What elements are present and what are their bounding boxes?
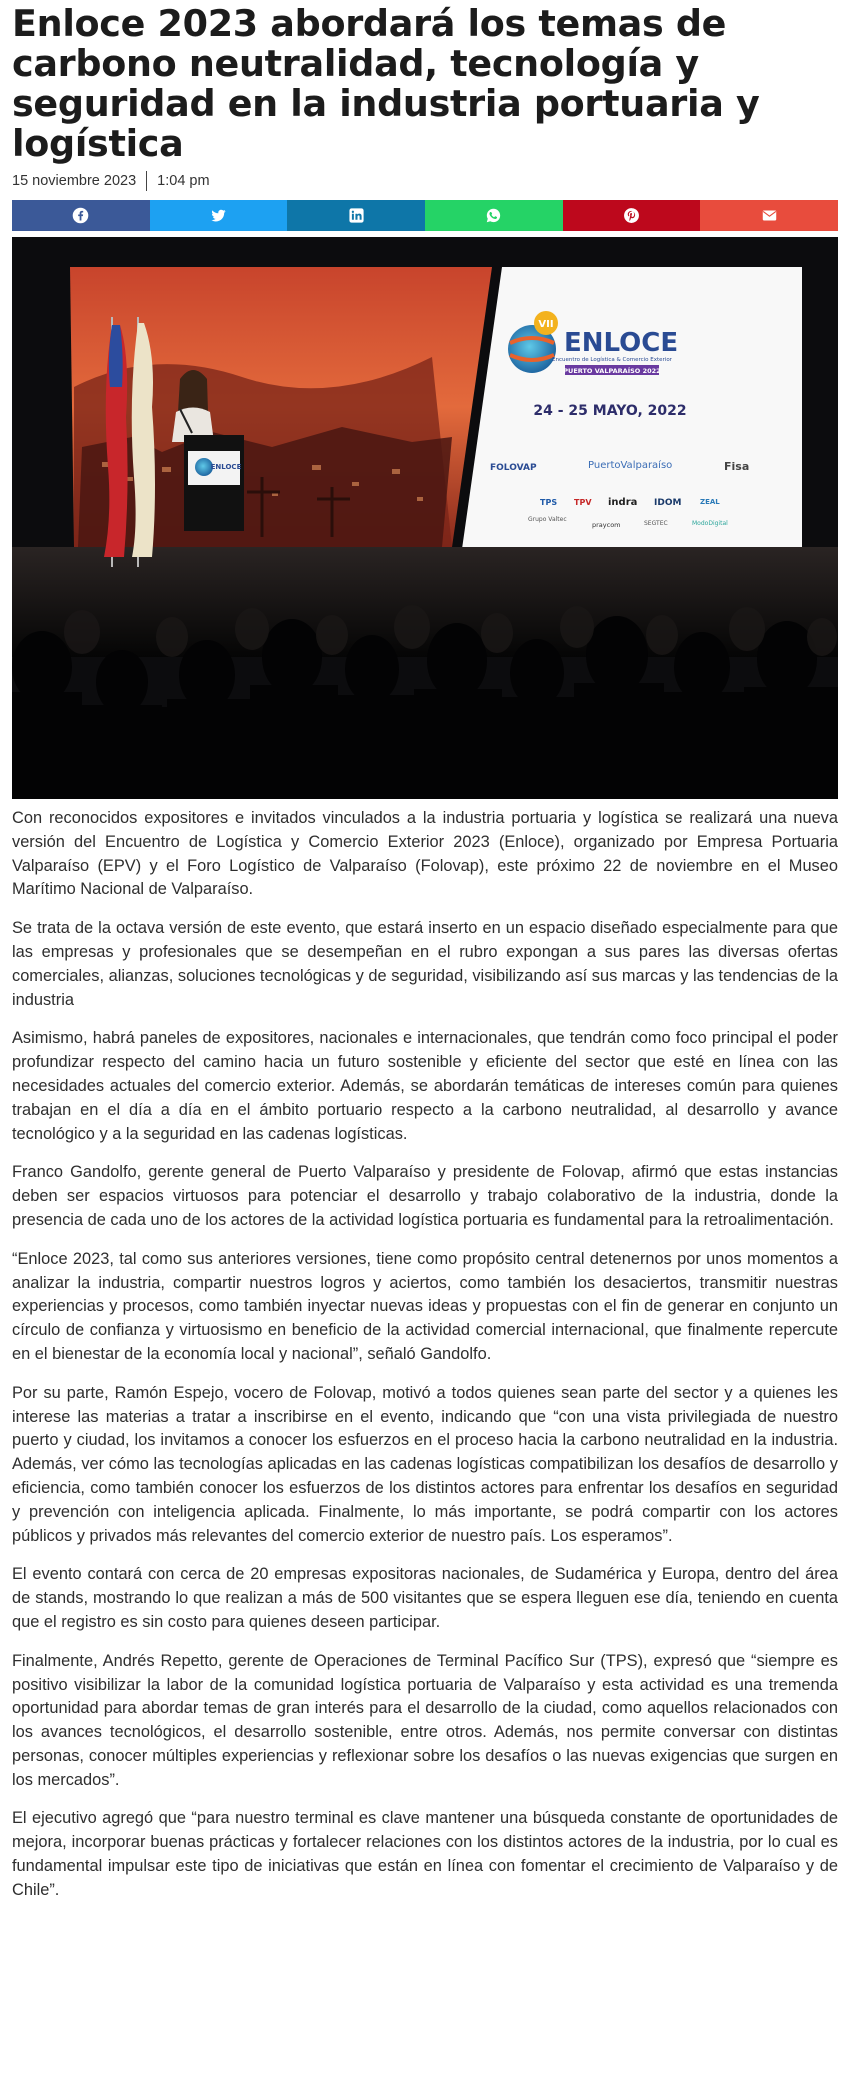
event-banner-screen bbox=[462, 267, 802, 549]
paragraph: El evento contará con cerca de 20 empresas expositoras nacionales, de Sudamérica y Europa, dentro del área de stands, mostrando lo que realizan a más de 500 visitantes que se espera lleguen ese día, teniendo en cuenta que el registro es sin costo para quienes deseen participar. bbox=[12, 1565, 838, 1631]
whatsapp-icon bbox=[485, 207, 502, 224]
publish-time: 1:04 pm bbox=[157, 173, 210, 189]
share-email-button[interactable] bbox=[700, 200, 838, 231]
sponsor-tps: TPS bbox=[540, 498, 558, 507]
share-facebook-button[interactable] bbox=[12, 200, 150, 231]
sponsor-zeal: ZEAL bbox=[700, 498, 720, 506]
sponsor-fisa: Fisa bbox=[724, 460, 750, 473]
sponsor-praycom: praycom bbox=[592, 521, 621, 529]
banner-subtitle: Encuentro de Logística & Comercio Exterior bbox=[552, 357, 672, 363]
envelope-icon bbox=[761, 207, 778, 224]
banner-numeral: VII bbox=[538, 319, 554, 330]
podium-logo: ENLOCE bbox=[210, 463, 242, 471]
paragraph: Asimismo, habrá paneles de expositores, nacionales e internacionales, que tendrán como foco principal el poder profundizar respecto del camino hacia un futuro sostenible y eficiente del sector que esté en línea con las necesidades actuales del comercio exterior. Además, se abordarán temáticas de intereses común para quienes trabajan en el día a día en el ámbito portuario respecto a la carbono neutralidad, al desarrollo y avance tecnológico y a la seguridad en las cadenas logísticas. bbox=[12, 1029, 838, 1143]
sponsor-segtec: SEGTEC bbox=[644, 520, 668, 527]
share-twitter-button[interactable] bbox=[150, 200, 288, 231]
linkedin-icon bbox=[348, 207, 365, 224]
article-body bbox=[12, 807, 838, 1903]
hero-photo bbox=[12, 237, 838, 799]
meta-divider bbox=[146, 171, 147, 191]
paragraph: El ejecutivo agregó que “para nuestro terminal es clave mantener una búsqueda constante de oportunidades de mejora, incorporar buenas prácticas y fortalecer relaciones con los distintos actores de la industria, por lo cual es fundamental impulsar este tipo de iniciativas que están en línea con fomentar el crecimiento de Valparaíso y de Chile”. bbox=[12, 1809, 838, 1899]
banner-location: PUERTO VALPARAÍSO 2022 bbox=[563, 367, 661, 375]
banner-dates: 24 - 25 MAYO, 2022 bbox=[533, 403, 687, 419]
banner-brand: ENLOCE bbox=[564, 328, 679, 358]
paragraph: Con reconocidos expositores e invitados vinculados a la industria portuaria y logística se realizará una nueva versión del Encuentro de Logística y Comercio Exterior 2023 (Enloce), organizado por Empresa Portuaria Valparaíso (EPV) y el Foro Logístico de Valparaíso (Folovap), este próximo 22 de noviembre en el Museo Marítimo Nacional de Valparaíso. bbox=[12, 809, 838, 899]
twitter-icon bbox=[210, 207, 227, 224]
share-pinterest-button[interactable] bbox=[563, 200, 701, 231]
sponsor-folovap: FOLOVAP bbox=[490, 463, 537, 473]
sponsor-valtec: Grupo Valtec bbox=[528, 516, 567, 523]
facebook-icon bbox=[72, 207, 89, 224]
paragraph: Por su parte, Ramón Espejo, vocero de Folovap, motivó a todos quienes sean parte del sector y a quienes les interese las materias a tratar a inscribirse en el evento, indicando que “con una vista privilegiada de nuestro puerto y ciudad, los invitamos a conocer los esfuerzos en el proceso hacia la carbono neutralidad en la industria. Además, ver cómo las tecnologías aplicadas en las cadenas logísticas compatibilizan los desafíos de desarrollo y eficiencia, como también conocer los esfuerzos de los distintos actores para enfrentar los desafíos en seguridad y prevención con inteligencia aplicada. Finalmente, lo más importante, se podrá compartir con los actores públicos y privados más relevantes del comercio exterior de nuestro país. Los esperamos”. bbox=[12, 1383, 838, 1545]
article-meta bbox=[12, 168, 838, 194]
sponsor-puerto-valparaiso: PuertoValparaíso bbox=[588, 460, 673, 471]
sponsor-indra: indra bbox=[608, 497, 638, 508]
pinterest-icon bbox=[623, 207, 640, 224]
article-title: Enloce 2023 abordará los temas de carbono neutralidad, tecnología y seguridad en la industria portuaria y logística bbox=[12, 2, 760, 165]
paragraph: Franco Gandolfo, gerente general de Puerto Valparaíso y presidente de Folovap, afirmó que estas instancias deben ser espacios virtuosos para potenciar el desarrollo y trabajo colaborativo de la industria, donde la presencia de cada uno de los actores de la actividad logística portuaria es fundamental para la retroalimentación. bbox=[12, 1163, 838, 1229]
publish-date: 15 noviembre 2023 bbox=[12, 173, 137, 189]
share-linkedin-button[interactable] bbox=[287, 200, 425, 231]
paragraph: “Enloce 2023, tal como sus anteriores versiones, tiene como propósito central detenernos por unos momentos a analizar la industria, compartir nuestros logros y aciertos, como también los desaciertos, transmitir nuestras experiencias y procesos, como también inyectar nuevas ideas y propuestas con el fin de generar en conjunto un círculo de confianza y virtuosismo en beneficio de la actividad comercial internacional, que finalmente repercute en el bienestar de la economía local y nacional”, señaló Gandolfo. bbox=[12, 1249, 838, 1363]
sponsor-idom: IDOM bbox=[654, 498, 682, 508]
share-bar bbox=[12, 200, 838, 231]
paragraph: Se trata de la octava versión de este evento, que estará inserto en un espacio diseñado especialmente para que las empresas y profesionales que se desempeñan en el rubro expongan a sus pares las diversas ofertas comerciales, alianzas, soluciones tecnológicas y de seguridad, visibilizando así sus marcas y las tendencias de la industria bbox=[12, 919, 838, 1009]
paragraph: Finalmente, Andrés Repetto, gerente de Operaciones de Terminal Pacífico Sur (TPS), expresó que “siempre es positivo visibilizar la labor de la comunidad logística portuaria de Valparaíso y esta actividad es una tremenda oportunidad para abordar temas de gran interés para el desarrollo de la ciudad, como aquellos relacionados con los avances tecnológicos, el desarrollo sostenible, entre otros. Además, nos permite conversar con distintas personas, conocer múltiples experiencias y reflexionar sobre los desafíos o las nuevas exigencias que surgen en los mercados”. bbox=[12, 1651, 838, 1789]
share-whatsapp-button[interactable] bbox=[425, 200, 563, 231]
event-stage-illustration bbox=[12, 237, 838, 799]
sponsor-tpv: TPV bbox=[574, 498, 592, 507]
sponsor-modo-digital: ModoDigital bbox=[692, 520, 728, 527]
